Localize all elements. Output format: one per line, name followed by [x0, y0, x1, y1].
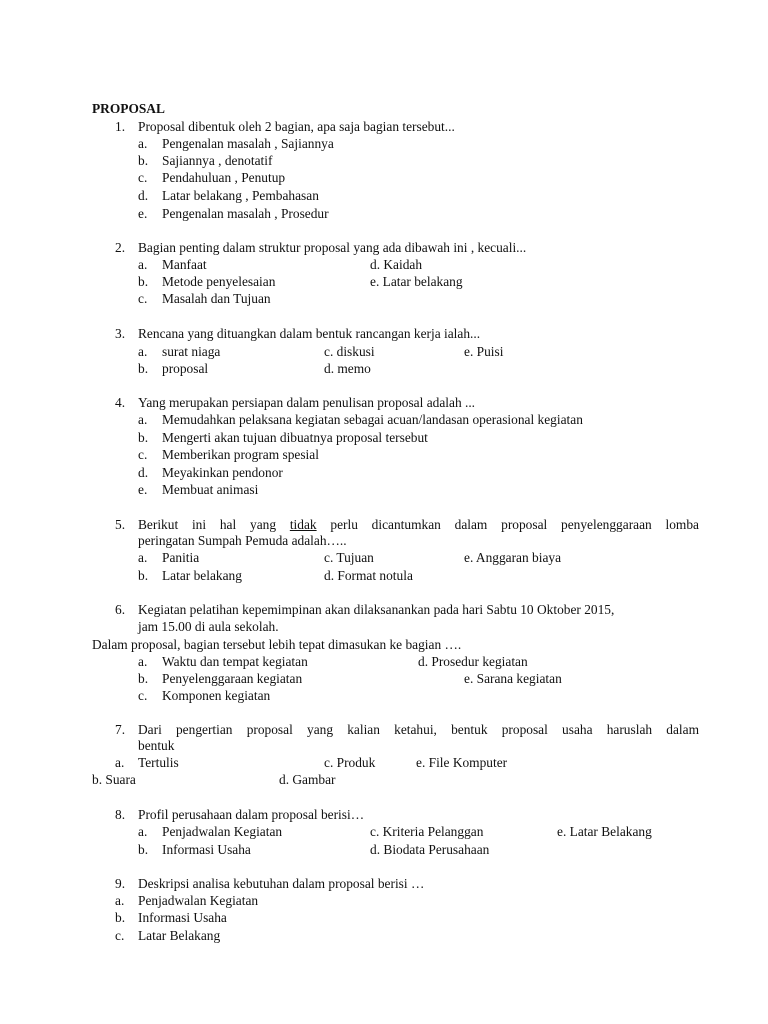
- q6-option-c-label: c.: [138, 688, 148, 703]
- q7-option-d: d. Gambar: [279, 772, 336, 787]
- q8-option-b: Informasi Usaha: [162, 842, 251, 857]
- document-title: PROPOSAL: [92, 101, 165, 116]
- q2-number: 2.: [115, 240, 126, 255]
- q3-text: Rencana yang dituangkan dalam bentuk rancangan kerja ialah...: [138, 326, 481, 341]
- q6-option-b-label: b.: [138, 671, 149, 686]
- q8-number: 8.: [115, 807, 126, 822]
- q5-option-c: c. Tujuan: [324, 550, 374, 565]
- q2-option-a: Manfaat: [162, 257, 207, 272]
- q7-option-e: e. File Komputer: [416, 755, 508, 770]
- q3-option-b-label: b.: [138, 361, 149, 376]
- q1-number: 1.: [115, 119, 126, 134]
- q4-option-b-label: b.: [138, 430, 149, 445]
- q6-option-a-label: a.: [138, 654, 148, 669]
- q7-text-line1: Dari pengertian proposal yang kalian ketahui, bentuk proposal usaha haruslah dalam: [138, 722, 699, 737]
- q7-option-c: c. Produk: [324, 755, 376, 770]
- q2-option-d: d. Kaidah: [370, 257, 423, 272]
- q1-option-d: Latar belakang , Pembahasan: [162, 188, 319, 203]
- q1-option-c-label: c.: [138, 170, 148, 185]
- q3-option-c: c. diskusi: [324, 344, 375, 359]
- q5-text-pre: Berikut ini hal yang: [138, 517, 290, 532]
- q4-option-c: Memberikan program spesial: [162, 447, 319, 462]
- q8-option-a-label: a.: [138, 824, 148, 839]
- q9-option-c: Latar Belakang: [138, 928, 221, 943]
- q5-text-line2: peringatan Sumpah Pemuda adalah…..: [138, 533, 347, 548]
- q1-option-e: Pengenalan masalah , Prosedur: [162, 206, 329, 221]
- q7-option-a: Tertulis: [138, 755, 179, 770]
- q2-option-a-label: a.: [138, 257, 148, 272]
- q9-number: 9.: [115, 876, 126, 891]
- q1-text: Proposal dibentuk oleh 2 bagian, apa saja bagian tersebut...: [138, 119, 455, 134]
- q9-option-c-label: c.: [115, 928, 125, 943]
- q5-option-e: e. Anggaran biaya: [464, 550, 562, 565]
- q8-option-b-label: b.: [138, 842, 149, 857]
- q4-option-d-label: d.: [138, 465, 149, 480]
- q6-option-b: Penyelenggaraan kegiatan: [162, 671, 303, 686]
- q5-number: 5.: [115, 517, 126, 532]
- q4-text: Yang merupakan persiapan dalam penulisan proposal adalah ...: [138, 395, 476, 410]
- q6-option-d: d. Prosedur kegiatan: [418, 654, 528, 669]
- q7-option-b: b. Suara: [92, 772, 136, 787]
- q8-text: Profil perusahaan dalam proposal berisi…: [138, 807, 365, 822]
- q2-option-e: e. Latar belakang: [370, 274, 463, 289]
- q3-number: 3.: [115, 326, 126, 341]
- q1-option-b: Sajiannya , denotatif: [162, 153, 273, 168]
- q6-text-line1: Kegiatan pelatihan kepemimpinan akan dilaksanankan pada hari Sabtu 10 Oktober 2015,: [138, 602, 615, 617]
- q9-option-b-label: b.: [115, 910, 126, 925]
- q3-option-b: proposal: [162, 361, 209, 376]
- q8-option-c: c. Kriteria Pelanggan: [370, 824, 484, 839]
- q1-option-d-label: d.: [138, 188, 149, 203]
- q8-option-e: e. Latar Belakang: [557, 824, 652, 839]
- q2-option-c-label: c.: [138, 291, 148, 306]
- q4-option-a-label: a.: [138, 412, 148, 427]
- q4-option-e-label: e.: [138, 482, 148, 497]
- q7-option-a-label: a.: [115, 755, 125, 770]
- q5-option-d: d. Format notula: [324, 568, 413, 583]
- q6-option-a: Waktu dan tempat kegiatan: [162, 654, 308, 669]
- q3-option-a: surat niaga: [162, 344, 221, 359]
- q7-text-line2: bentuk: [138, 738, 175, 753]
- q5-text-underlined: tidak: [289, 517, 317, 532]
- q9-option-a: Penjadwalan Kegiatan: [138, 893, 259, 908]
- q8-option-d: d. Biodata Perusahaan: [370, 842, 490, 857]
- q3-option-e: e. Puisi: [464, 344, 504, 359]
- q2-option-b-label: b.: [138, 274, 149, 289]
- q5-text-line1: [138, 517, 699, 533]
- q1-option-a-label: a.: [138, 136, 148, 151]
- q6-number: 6.: [115, 602, 126, 617]
- q2-option-b: Metode penyelesaian: [162, 274, 276, 289]
- q3-option-d: d. memo: [324, 361, 371, 376]
- q5-text-post: perlu dicantumkan dalam proposal penyelenggaraan lomba: [316, 517, 699, 532]
- q4-option-a: Memudahkan pelaksana kegiatan sebagai acuan/landasan operasional kegiatan: [162, 412, 583, 427]
- q1-option-e-label: e.: [138, 206, 148, 221]
- q7-number: 7.: [115, 722, 126, 737]
- q4-option-c-label: c.: [138, 447, 148, 462]
- q1-option-c: Pendahuluan , Penutup: [162, 170, 286, 185]
- q9-option-a-label: a.: [115, 893, 125, 908]
- q9-text: Deskripsi analisa kebutuhan dalam proposal berisi …: [138, 876, 425, 891]
- q5-option-b: Latar belakang: [162, 568, 242, 583]
- q6-option-c: Komponen kegiatan: [162, 688, 271, 703]
- q5-option-b-label: b.: [138, 568, 149, 583]
- q8-option-a: Penjadwalan Kegiatan: [162, 824, 283, 839]
- q5-option-a: Panitia: [162, 550, 200, 565]
- q1-option-b-label: b.: [138, 153, 149, 168]
- q2-option-c: Masalah dan Tujuan: [162, 291, 271, 306]
- q4-number: 4.: [115, 395, 126, 410]
- q3-option-a-label: a.: [138, 344, 148, 359]
- q5-option-a-label: a.: [138, 550, 148, 565]
- q9-option-b: Informasi Usaha: [138, 910, 227, 925]
- q6-option-e: e. Sarana kegiatan: [464, 671, 562, 686]
- q2-text: Bagian penting dalam struktur proposal yang ada dibawah ini , kecuali...: [138, 240, 527, 255]
- q4-option-b: Mengerti akan tujuan dibuatnya proposal tersebut: [162, 430, 428, 445]
- q4-option-d: Meyakinkan pendonor: [162, 465, 283, 480]
- q4-option-e: Membuat animasi: [162, 482, 259, 497]
- q1-option-a: Pengenalan masalah , Sajiannya: [162, 136, 334, 151]
- q6-text-line3: Dalam proposal, bagian tersebut lebih tepat dimasukan ke bagian ….: [92, 637, 462, 652]
- q6-text-line2: jam 15.00 di aula sekolah.: [138, 619, 279, 634]
